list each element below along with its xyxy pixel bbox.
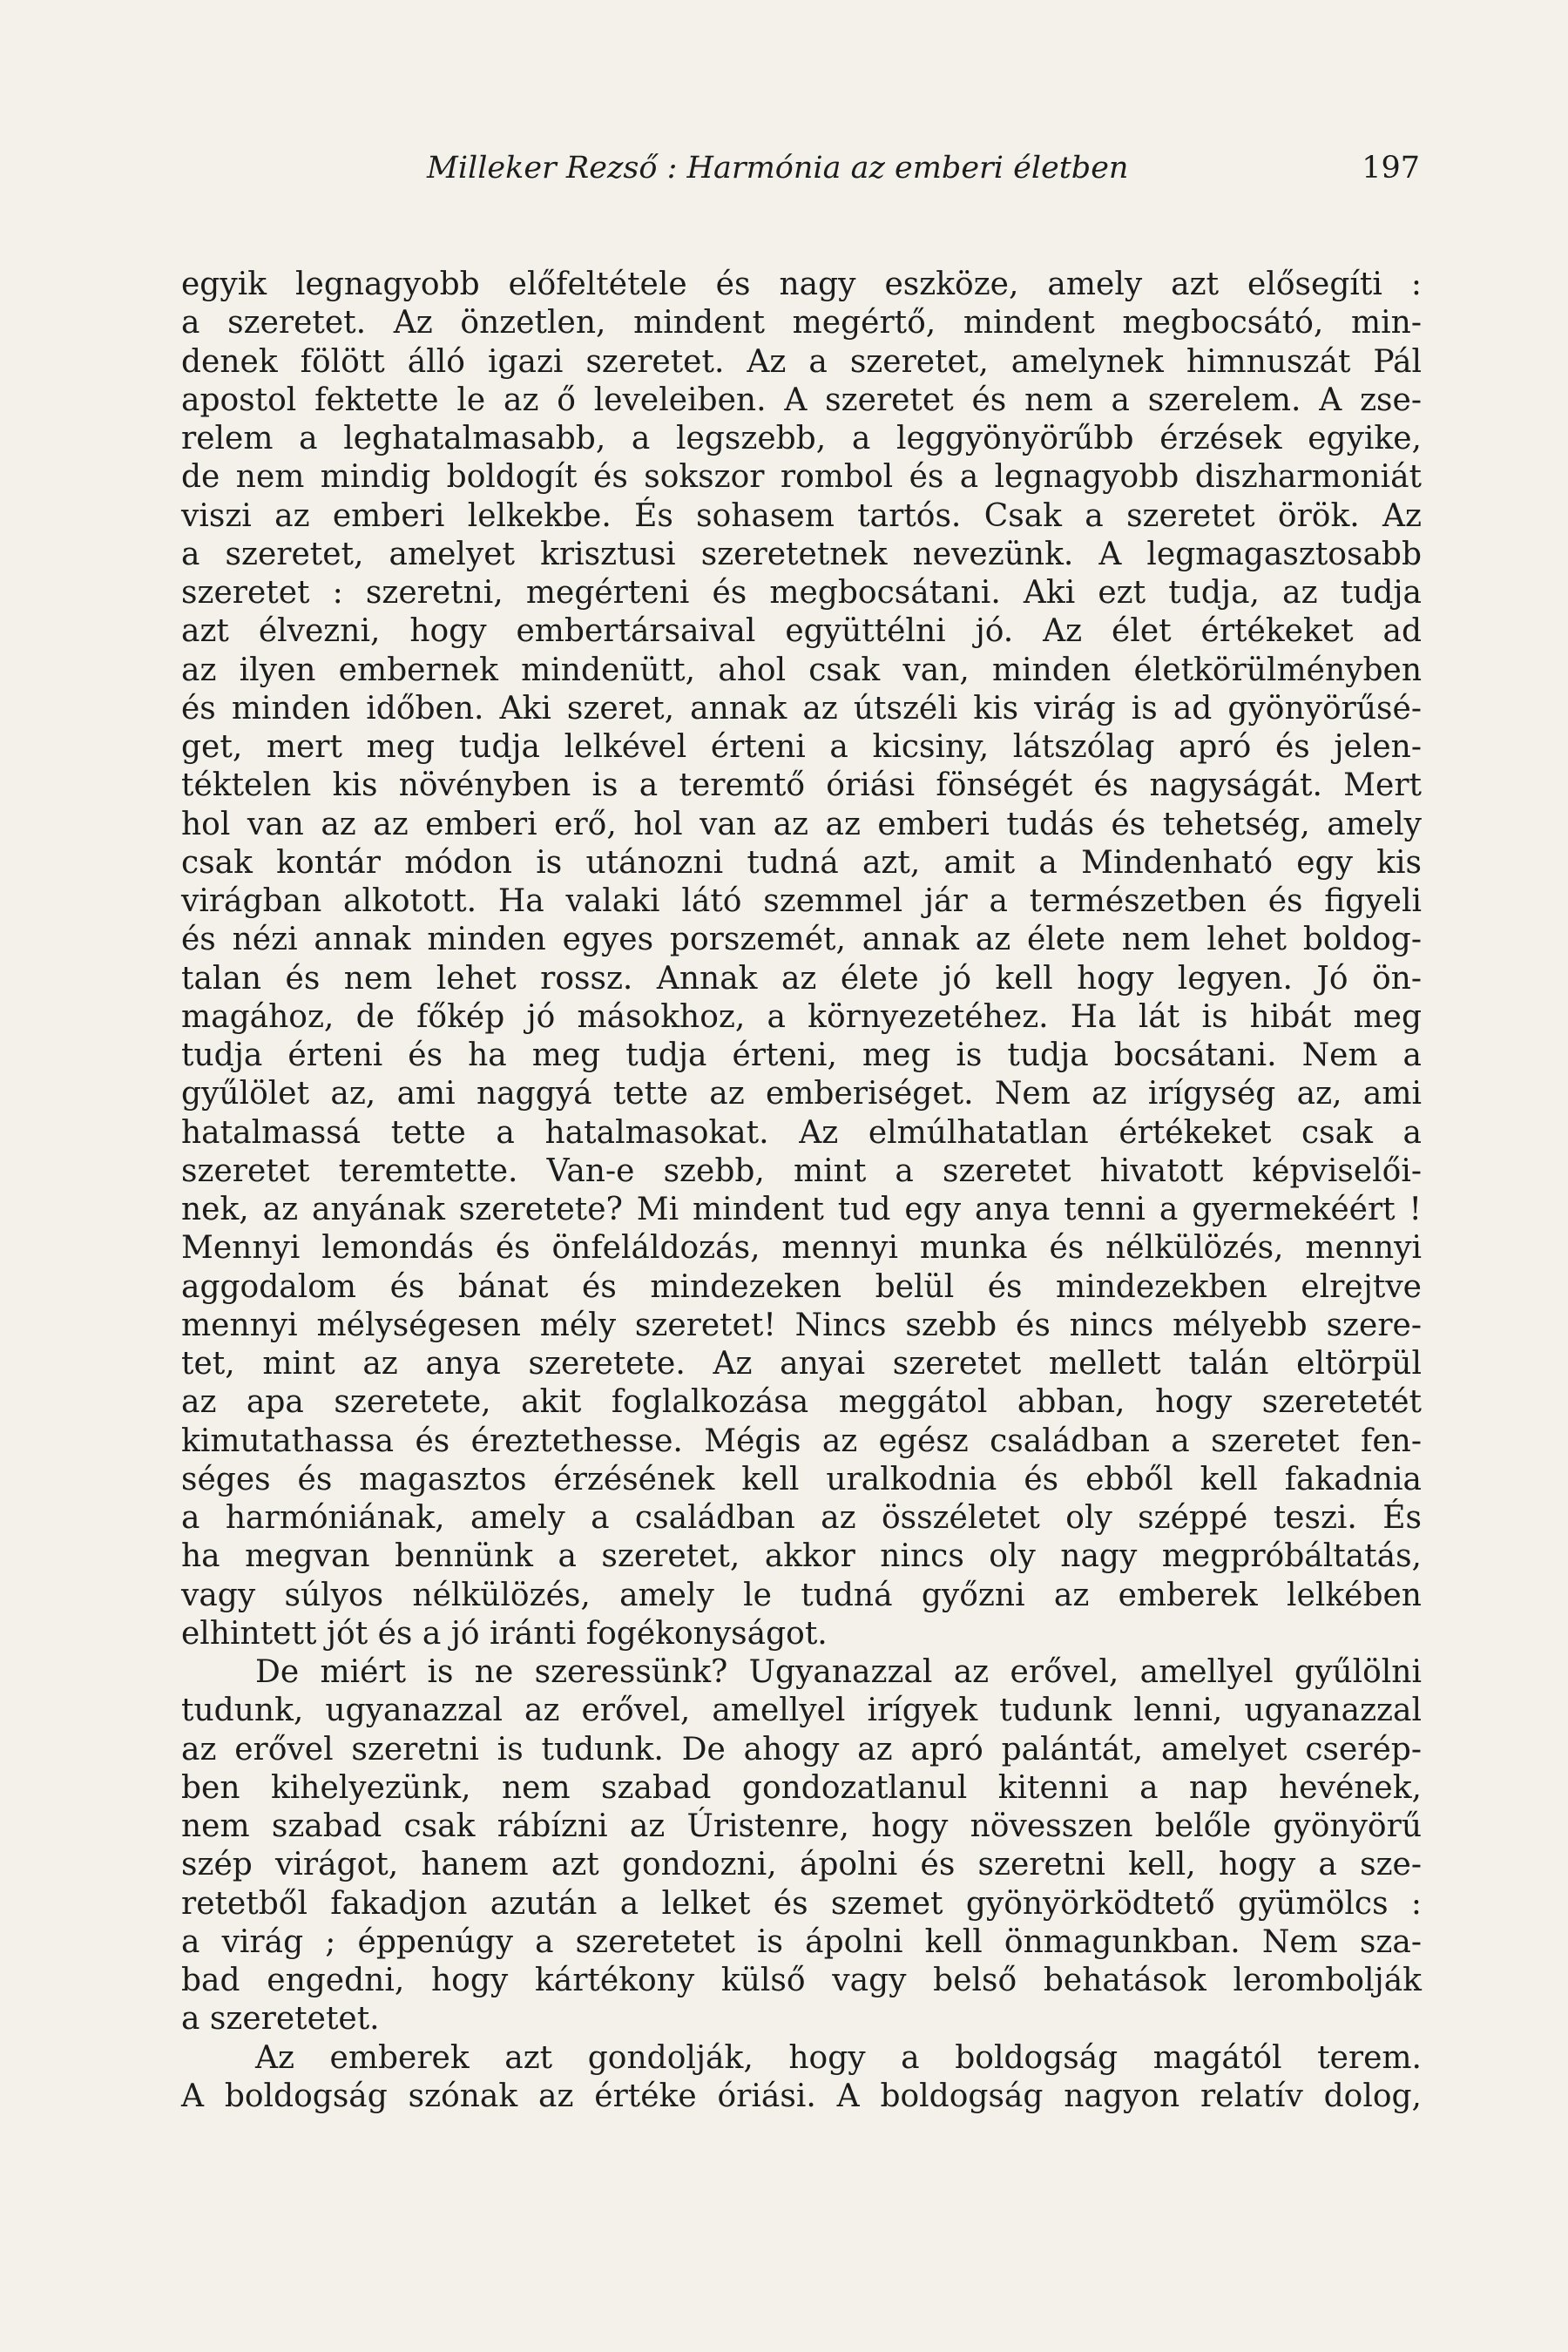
page-number: 197 (1362, 151, 1420, 186)
text-line: egyik legnagyobb előfeltétele és nagy eszköze, amely azt elősegíti : (181, 267, 1422, 302)
text-line: a szeretet, amelyet krisztusi szeretetnek nevezünk. A legmagasztosabb (181, 536, 1422, 572)
text-line: csak kontár módon is utánozni tudná azt, amit a Mindenható egy kis (181, 844, 1422, 881)
text-line: de nem mindig boldogít és sokszor rombol és a legnagyobb diszharmoniát (181, 459, 1422, 496)
text-line: bad engedni, hogy kártékony külső vagy belső behatások lerombolják (181, 1963, 1422, 1998)
text-line: viszi az emberi lelkekbe. És sohasem tartós. Csak a szeretet örök. Az (181, 497, 1422, 534)
text-line: mennyi mélységesen mély szeretet! Nincs szebb és nincs mélyebb szere- (181, 1307, 1422, 1343)
text-line: séges és magasztos érzésének kell uralkodnia és ebből kell fakadnia (181, 1461, 1422, 1497)
text-line: apostol fektette le az ő leveleiben. A szeretet és nem a szerelem. A zse- (181, 382, 1422, 418)
text-line: az apa szeretete, akit foglalkozása meggátol abban, hogy szeretetét (181, 1384, 1422, 1421)
text-line: A boldogság szónak az értéke óriási. A boldogság nagyon relatív dolog, (181, 2078, 1422, 2114)
text-line: magához, de főkép jó másokhoz, a környezetéhez. Ha lát is hibát meg (181, 998, 1422, 1035)
text-line: a virág ; éppenúgy a szeretetet is ápolni kell önmagunkban. Nem sza- (181, 1923, 1422, 1960)
running-title: Milleker Rezső : Harmónia az emberi életben (427, 151, 1129, 186)
text-line: De miért is ne szeressünk? Ugyanazzal az erővel, amellyel gyűlölni (255, 1654, 1422, 1690)
text-line: téktelen kis növényben is a teremtő óriási fönségét és nagyságát. Mert (181, 767, 1422, 804)
text-line: talan és nem lehet rossz. Annak az élete jó kell hogy legyen. Jó ön- (181, 960, 1422, 997)
text-line: és minden időben. Aki szeret, annak az útszéli kis virág is ad gyönyörűsé- (181, 690, 1422, 727)
text-line: aggodalom és bánat és mindezeken belül és mindezekben elrejtve (181, 1268, 1422, 1305)
text-line: hol van az az emberi erő, hol van az az emberi tudás és tehetség, amely (181, 806, 1422, 842)
text-line: relem a leghatalmasabb, a legszebb, a leggyönyörűbb érzések egyike, (181, 421, 1422, 456)
text-line: a harmóniának, amely a családban az összéletet oly széppé teszi. És (181, 1500, 1422, 1536)
text-line: és nézi annak minden egyes porszemét, annak az élete nem lehet boldog- (181, 922, 1422, 958)
text-line: azt élvezni, hogy embertársaival együttélni jó. Az élet értékeket ad (181, 613, 1422, 650)
text-line: az ilyen embernek mindenütt, ahol csak van, minden életkörülményben (181, 652, 1422, 688)
text-line: Az emberek azt gondolják, hogy a boldogság magától terem. (255, 2039, 1422, 2076)
body-text (181, 266, 1422, 2116)
running-head (427, 146, 1420, 190)
text-line: tet, mint az anya szeretete. Az anyai szeretet mellett talán eltörpül (181, 1346, 1422, 1382)
text-line: az erővel szeretni is tudunk. De ahogy az apró palántát, amelyet cserép- (181, 1731, 1422, 1767)
text-line: virágban alkotott. Ha valaki látó szemmel jár a természetben és figyeli (181, 883, 1422, 919)
text-line: retetből fakadjon azután a lelket és szemet gyönyörködtető gyümölcs : (181, 1885, 1422, 1922)
text-line: nem szabad csak rábízni az Úristenre, hogy növesszen belőle gyönyörű (181, 1808, 1422, 1844)
text-line: tudja érteni és ha meg tudja érteni, meg is tudja bocsátani. Nem a (181, 1037, 1422, 1073)
text-line: a szeretet. Az önzetlen, mindent megértő, mindent megbocsátó, min- (181, 305, 1422, 341)
text-line: ha megvan bennünk a szeretet, akkor nincs oly nagy megpróbáltatás, (181, 1538, 1422, 1575)
text-line: vagy súlyos nélkülözés, amely le tudná győzni az emberek lelkében (181, 1577, 1422, 1613)
text-line: elhintett jót és a jó iránti fogékonyságot. (181, 1615, 828, 1652)
text-line: nek, az anyának szeretete? Mi mindent tud egy anya tenni a gyermekéért ! (181, 1192, 1422, 1227)
text-line: szeretet : szeretni, megérteni és megbocsátani. Aki ezt tudja, az tudja (181, 575, 1422, 611)
text-line: tudunk, ugyanazzal az erővel, amellyel irígyek tudunk lenni, ugyanazzal (181, 1693, 1422, 1729)
text-line: hatalmassá tette a hatalmasokat. Az elmúlhatatlan értékeket csak a (181, 1114, 1422, 1151)
text-line: szép virágot, hanem azt gondozni, ápolni és szeretni kell, hogy a sze- (181, 1847, 1422, 1883)
text-line: ben kihelyezünk, nem szabad gondozatlanul kitenni a nap hevének, (181, 1769, 1422, 1806)
text-line: a szeretetet. (181, 2001, 380, 2038)
text-line: kimutathassa és éreztethesse. Mégis az egész családban a szeretet fen- (181, 1423, 1422, 1459)
text-line: gyűlölet az, ami naggyá tette az emberiséget. Nem az irígység az, ami (181, 1076, 1422, 1112)
text-line: szeretet teremtette. Van-e szebb, mint a szeretet hivatott képviselői- (181, 1152, 1422, 1189)
text-line: denek fölött álló igazi szeretet. Az a szeretet, amelynek himnuszát Pál (181, 343, 1422, 380)
text-line: get, mert meg tudja lelkével érteni a kicsiny, látszólag apró és jelen- (181, 729, 1422, 765)
text-line: Mennyi lemondás és önfeláldozás, mennyi munka és nélkülözés, mennyi (181, 1230, 1422, 1267)
